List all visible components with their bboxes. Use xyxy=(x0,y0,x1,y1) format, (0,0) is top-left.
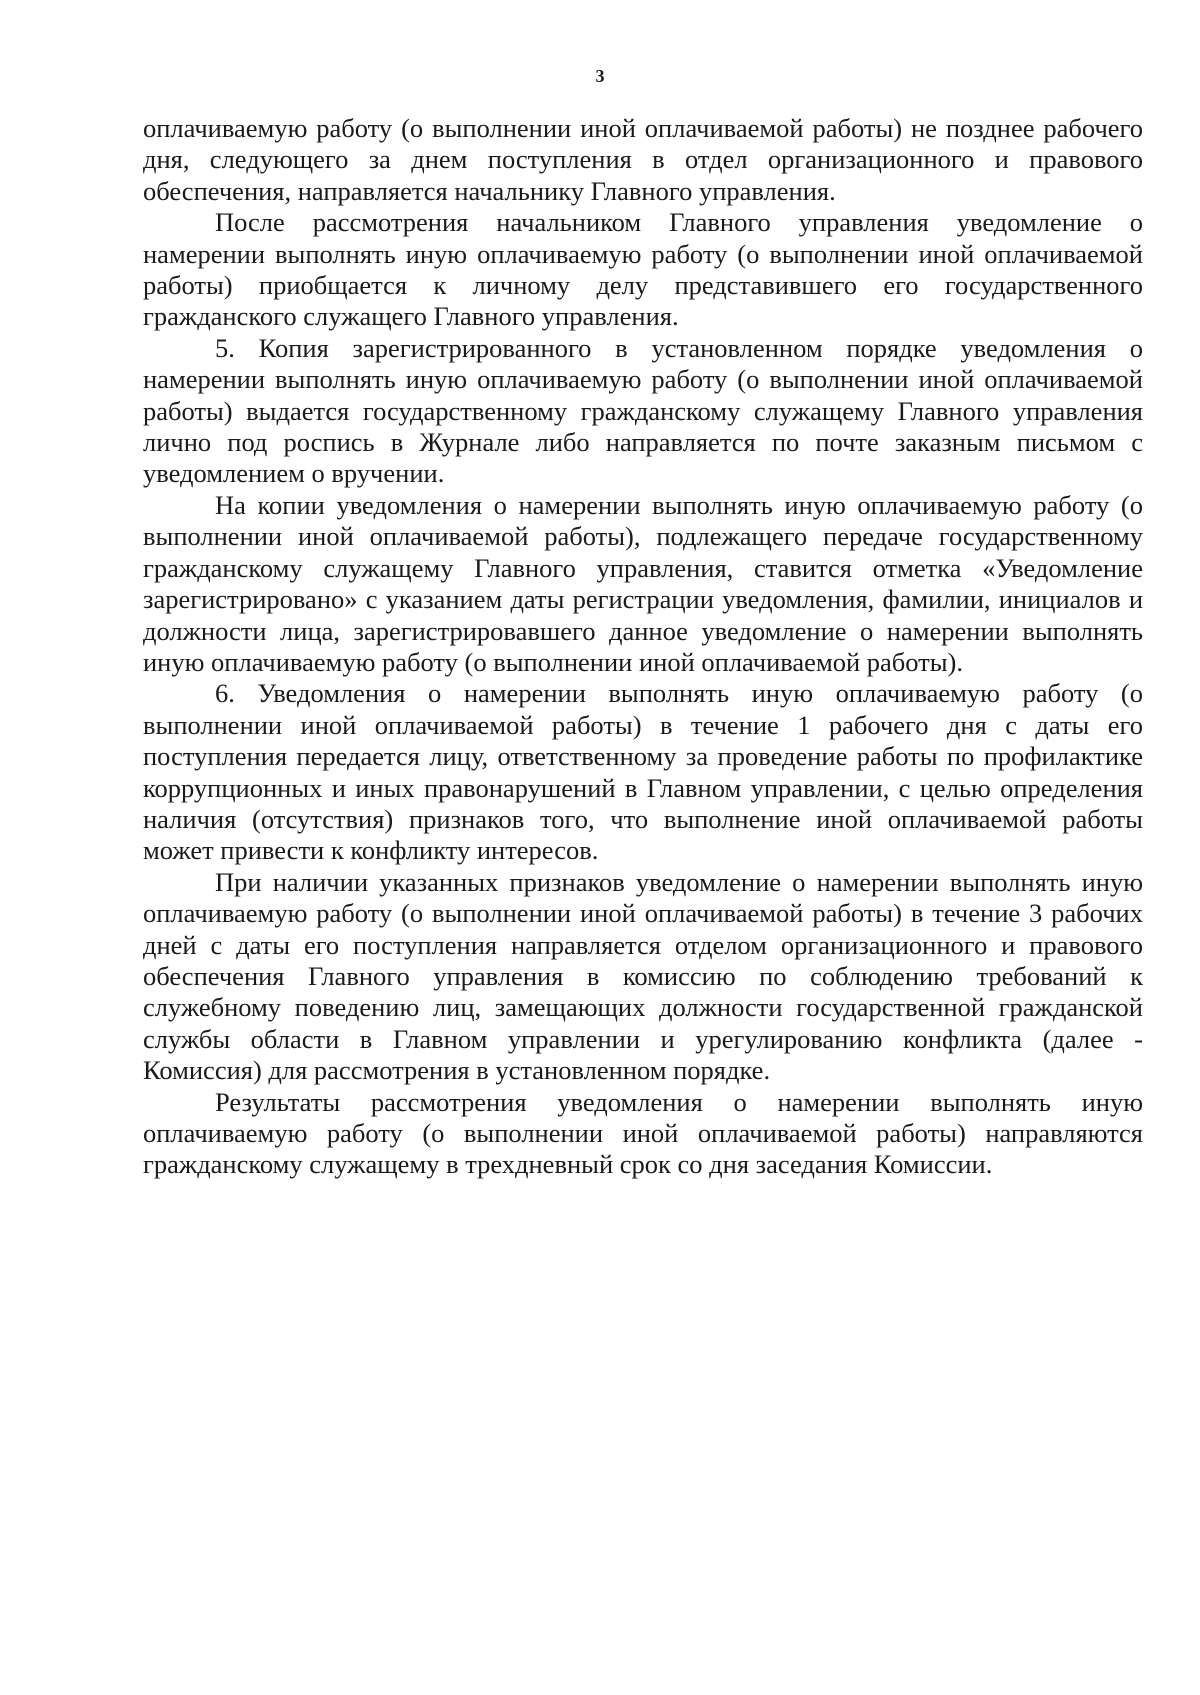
paragraph: После рассмотрения начальником Главного управления уведомление о намерении выполнять иную оплачиваемую работу (о выполнении иной оплачиваемой работы) приобщается к личному делу представившего его государственного гражданского служащего Главного управления. xyxy=(143,207,1143,332)
paragraph: При наличии указанных признаков уведомление о намерении выполнять иную оплачиваемую работу (о выполнении иной оплачиваемой работы) в течение 3 рабочих дней с даты его поступления направляется отделом организационного и правового обеспечения Главного управления в комиссию по соблюдению требований к служебному поведению лиц, замещающих должности государственной гражданской службы области в Главном управлении и урегулированию конфликта (далее - Комиссия) для рассмотрения в установленном порядке. xyxy=(143,866,1143,1086)
paragraph: Результаты рассмотрения уведомления о намерении выполнять иную оплачиваемую работу (о выполнении иной оплачиваемой работы) направляются гражданскому служащему в трехдневный срок со дня заседания Комиссии. xyxy=(143,1086,1143,1180)
paragraph: На копии уведомления о намерении выполнять иную оплачиваемую работу (о выполнении иной оплачиваемой работы), подлежащего передаче государственному гражданскому служащему Главного управления, ставится отметка «Уведомление зарегистрировано» с указанием даты регистрации уведомления, фамилии, инициалов и должности лица, зарегистрировавшего данное уведомление о намерении выполнять иную оплачиваемую работу (о выполнении иной оплачиваемой работы). xyxy=(143,489,1143,677)
paragraph-continuation: оплачиваемую работу (о выполнении иной оплачиваемой работы) не позднее рабочего дня, следующего за днем поступления в отдел организационного и правового обеспечения, направляется начальнику Главного управления. xyxy=(143,113,1143,206)
paragraph-item-5: 5. Копия зарегистрированного в установленном порядке уведомления о намерении выполнять иную оплачиваемую работу (о выполнении иной оплачиваемой работы) выдается государственному гражданскому служащему Главного управления лично под роспись в Журнале либо направляется по почте заказным письмом с уведомлением о вручении. xyxy=(143,332,1143,489)
document-body xyxy=(143,113,1143,1181)
page-number: 3 xyxy=(595,66,605,86)
paragraph-item-6: 6. Уведомления о намерении выполнять иную оплачиваемую работу (о выполнении иной оплачиваемой работы) в течение 1 рабочего дня с даты его поступления передается лицу, ответственному за проведение работы по профилактике коррупционных и иных правонарушений в Главном управлении, с целью определения наличия (отсутствия) признаков того, что выполнение иной оплачиваемой работы может привести к конфликту интересов. xyxy=(143,678,1143,866)
